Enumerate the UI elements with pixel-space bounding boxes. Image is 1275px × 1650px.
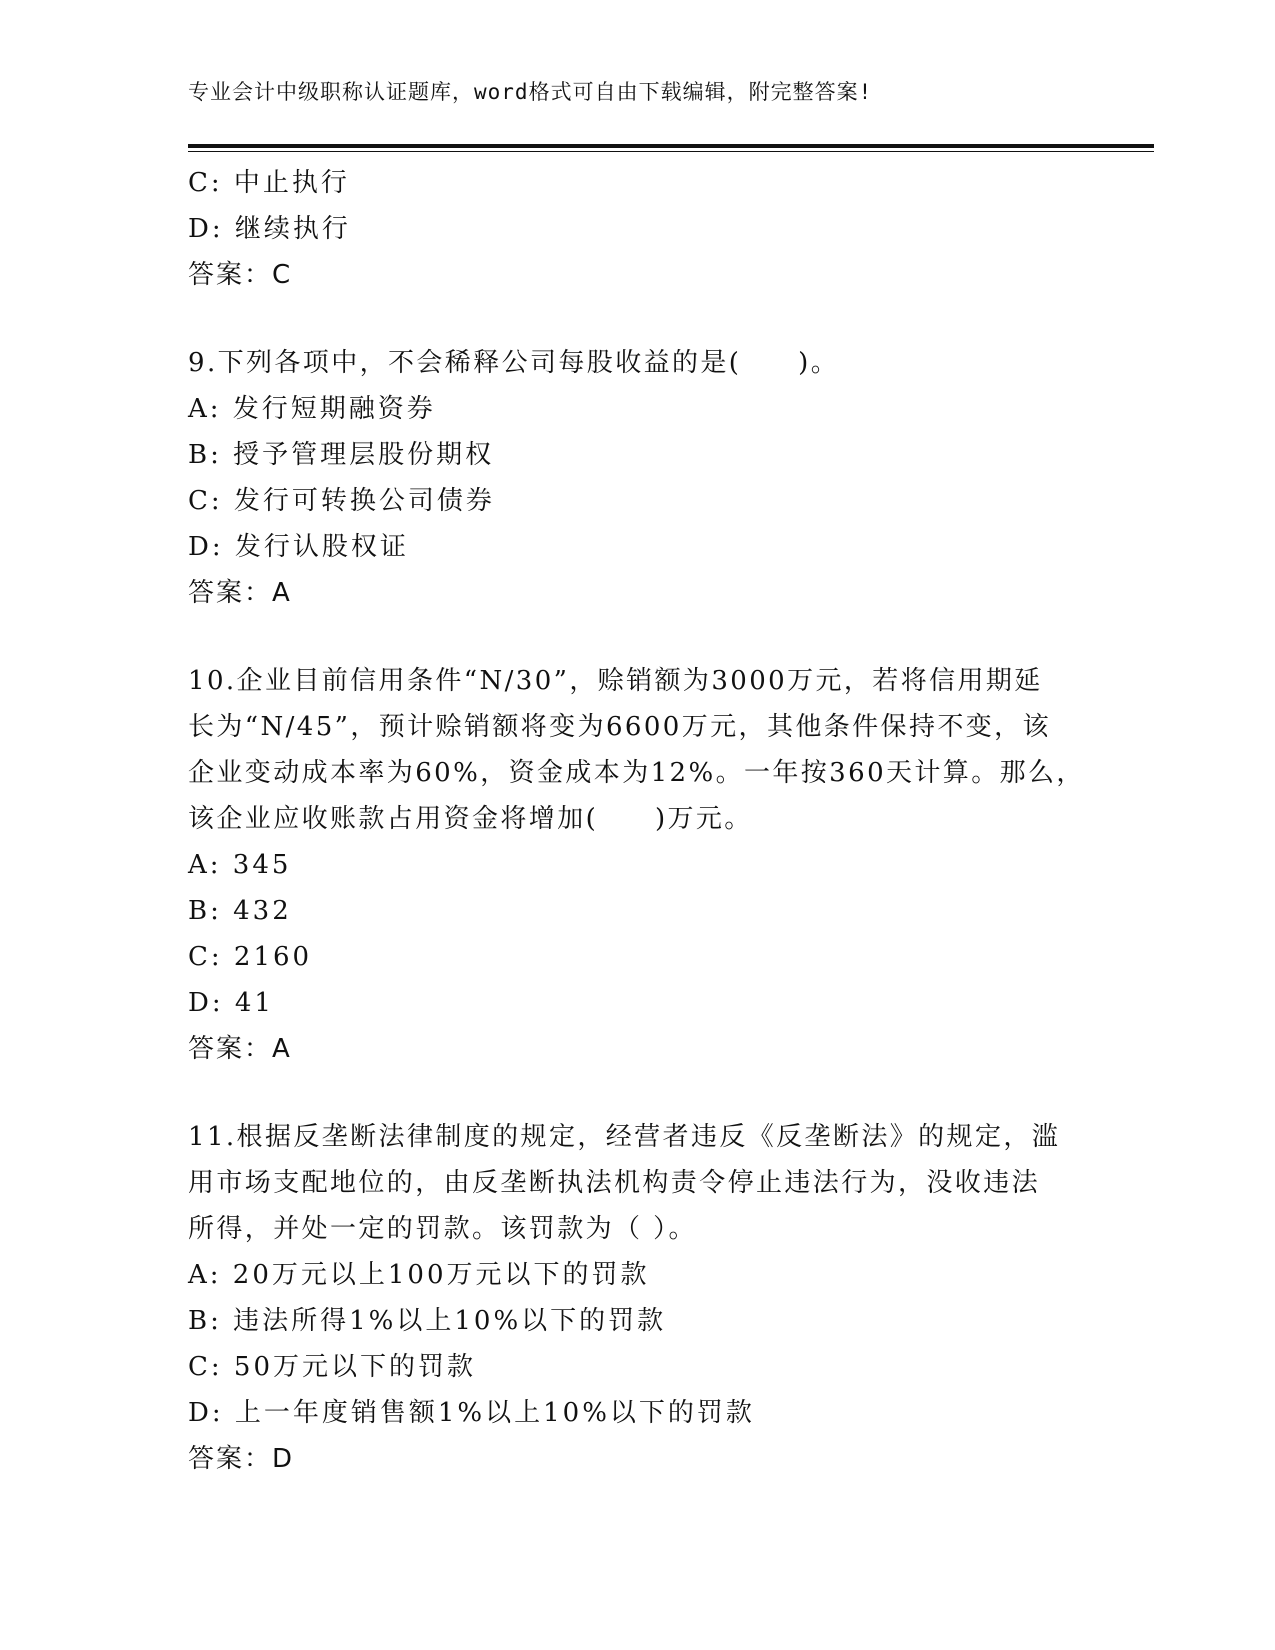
q9-option-d: D: 发行认股权证 [188,532,409,562]
header-rule-thin [188,151,1154,152]
q9-option-b: B: 授予管理层股份期权 [188,440,495,470]
prev-option-d: D: 继续执行 [188,214,351,244]
header-rule-thick [188,144,1154,148]
q11-option-c: C: 50万元以下的罚款 [188,1352,477,1382]
q10-stem-line-2: 长为“N/45”，预计赊销额将变为6600万元，其他条件保持不变，该 [188,712,1051,742]
spacer [188,616,1088,658]
document-body [188,160,1088,1482]
q11-option-d: D: 上一年度销售额1%以上10%以下的罚款 [188,1398,755,1428]
q9-option-a: A: 发行短期融资券 [188,394,436,424]
q11-option-b: B: 违法所得1%以上10%以下的罚款 [188,1306,667,1336]
q9-option-c: C: 发行可转换公司债券 [188,486,495,516]
q10-stem-line-3: 企业变动成本率为60%，资金成本为12%。一年按360天计算。那么， [188,758,1085,788]
q11-option-a: A: 20万元以上100万元以下的罚款 [188,1260,650,1290]
q11-stem-line-1: 11.根据反垄断法律制度的规定，经营者违反《反垄断法》的规定，滥 [188,1122,1061,1152]
spacer [188,298,1088,340]
q11-stem-line-2: 用市场支配地位的，由反垄断执法机构责令停止违法行为，没收违法 [188,1168,1041,1198]
q10-answer: 答案：A [188,1034,292,1064]
q10-option-d: D: 41 [188,988,274,1018]
q10-stem-line-1: 10.企业目前信用条件“N/30”，赊销额为3000万元，若将信用期延 [188,666,1043,696]
prev-option-c: C: 中止执行 [188,168,350,198]
q11-stem-line-3: 所得，并处一定的罚款。该罚款为（ ）。 [188,1214,697,1244]
q9-stem: 9.下列各项中，不会稀释公司每股收益的是( )。 [188,348,840,378]
spacer [188,1072,1088,1114]
prev-answer: 答案：C [188,260,293,290]
q10-option-b: B: 432 [188,896,292,926]
q10-stem-line-4: 该企业应收账款占用资金将增加( )万元。 [188,804,753,834]
q9-answer: 答案：A [188,578,292,608]
q10-option-c: C: 2160 [188,942,313,972]
page-header: 专业会计中级职称认证题库，word格式可自由下载编辑，附完整答案! [188,80,873,104]
q10-option-a: A: 345 [188,850,292,880]
q11-answer: 答案：D [188,1444,295,1474]
